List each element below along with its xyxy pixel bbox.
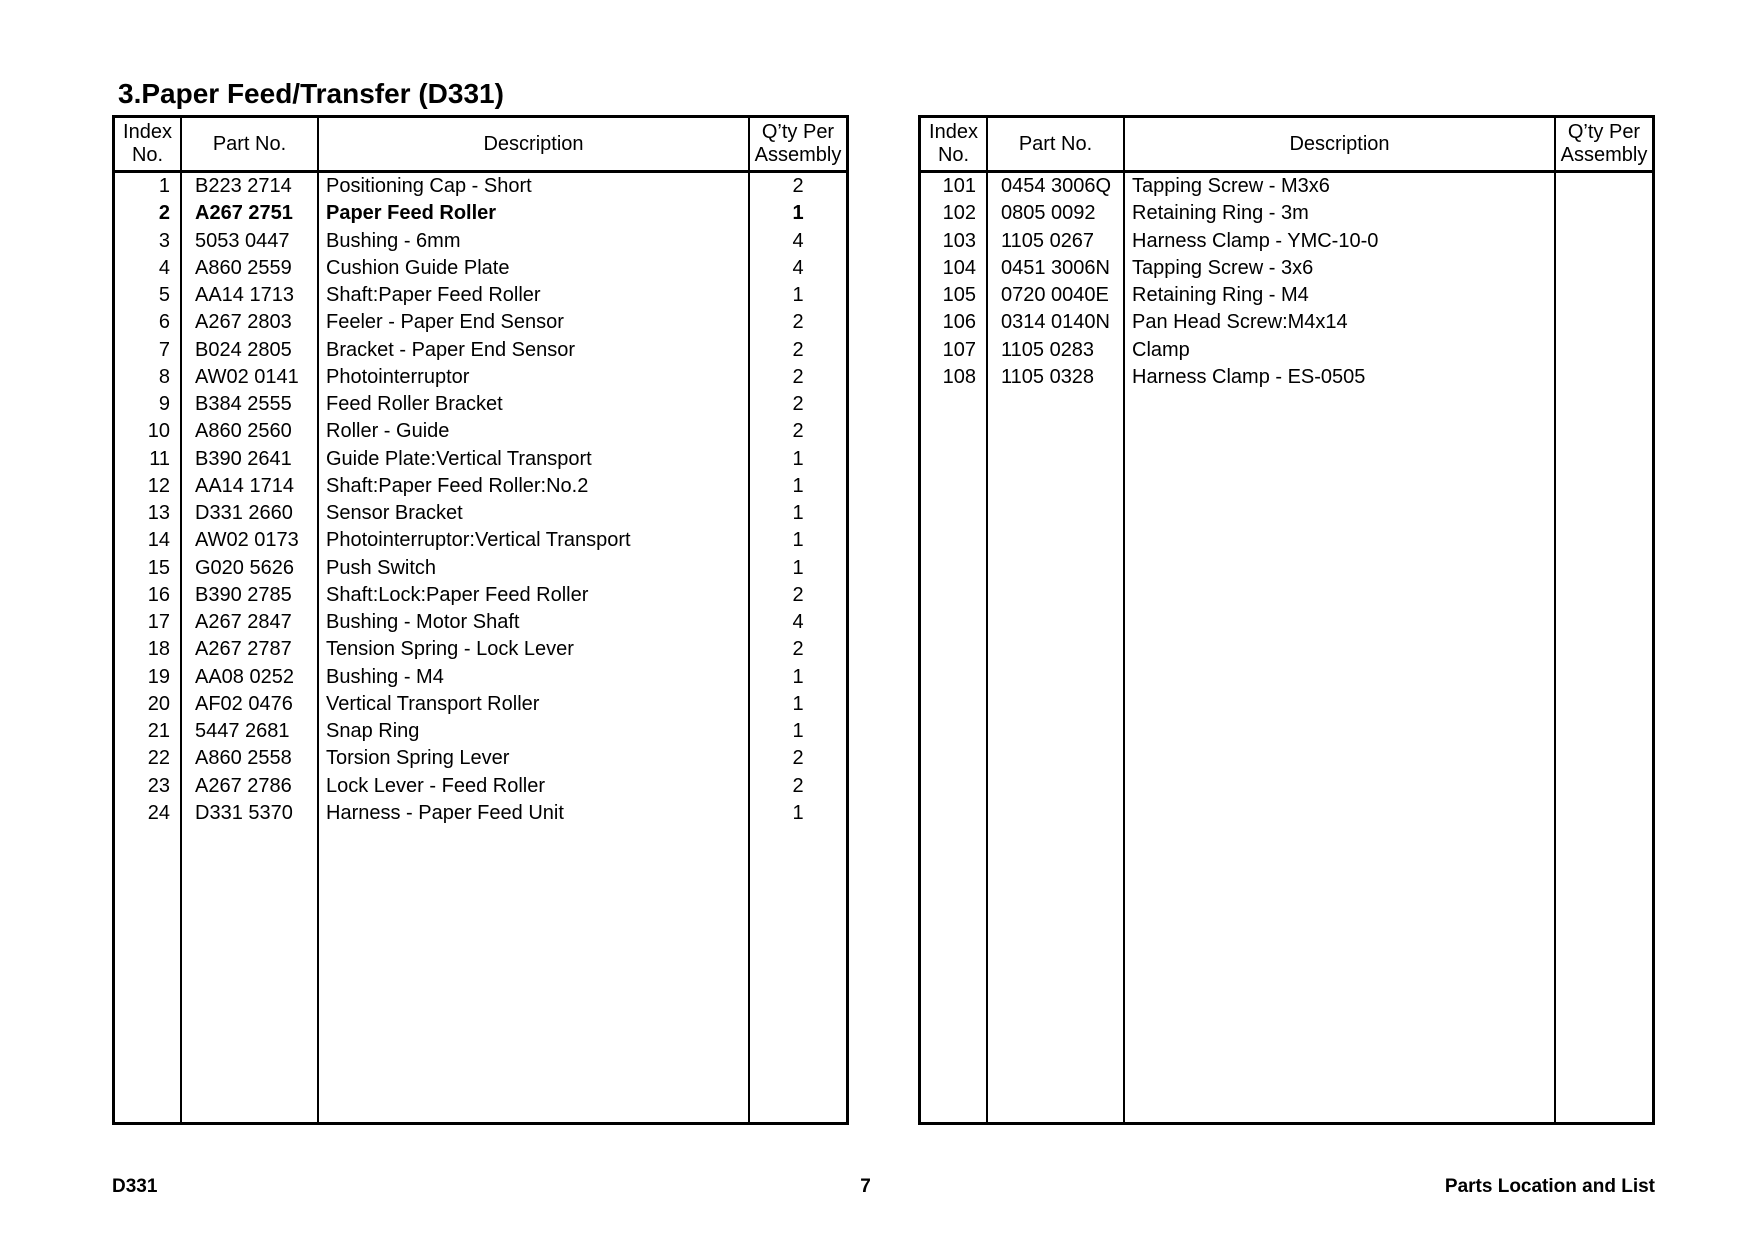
part-number-cell: 1105 0267	[1001, 229, 1095, 252]
qty-cell: 2	[792, 365, 804, 388]
header-qty: Q’ty Per Assembly	[754, 121, 842, 166]
description-cell: Lock Lever - Feed Roller	[326, 774, 545, 797]
part-number-cell: 5447 2681	[195, 720, 290, 742]
description-cell: Harness - Paper Feed Unit	[326, 801, 564, 824]
qty-cell	[1556, 364, 1652, 391]
description-cell: Vertical Transport Roller	[326, 692, 540, 715]
index-cell: 101	[942, 175, 976, 197]
description-cell: Pan Head Screw:M4x14	[1132, 311, 1348, 334]
index-cell: 14	[147, 529, 170, 552]
qty-cell: 1	[792, 720, 804, 742]
table-row	[115, 582, 846, 609]
index-cell: 2	[158, 202, 170, 225]
index-cell: 102	[942, 202, 976, 225]
description-cell: Shaft:Lock:Paper Feed Roller	[326, 583, 589, 606]
part-number-cell: 5053 0447	[195, 229, 290, 252]
qty-cell: 1	[792, 447, 804, 470]
table-row	[115, 255, 846, 282]
index-cell: 24	[147, 801, 170, 824]
index-cell: 11	[149, 447, 170, 470]
part-number-cell: 0805 0092	[1001, 202, 1096, 225]
qty-cell	[1556, 282, 1652, 309]
index-cell: 105	[942, 284, 976, 306]
description-cell: Feeler - Paper End Sensor	[326, 311, 564, 334]
table-row	[115, 773, 846, 800]
footer-page-number: 7	[860, 1176, 871, 1197]
table-row	[115, 800, 846, 827]
part-number-cell: 0720 0040E	[1001, 284, 1109, 306]
description-cell: Paper Feed Roller	[326, 202, 497, 225]
table-rows	[921, 173, 1652, 391]
description-cell: Guide Plate:Vertical Transport	[326, 447, 592, 470]
qty-cell: 2	[792, 338, 804, 361]
part-number-cell: A267 2787	[195, 638, 292, 661]
table-row	[115, 337, 846, 364]
table-row	[921, 228, 1652, 255]
index-cell: 7	[158, 338, 170, 361]
part-number-cell: B390 2641	[195, 447, 292, 470]
table-row	[921, 282, 1652, 309]
description-cell: Bracket - Paper End Sensor	[326, 338, 576, 361]
index-cell: 108	[942, 365, 976, 388]
index-cell: 22	[147, 747, 170, 770]
index-cell: 104	[942, 256, 976, 279]
part-number-cell: G020 5626	[195, 556, 294, 579]
table-row	[921, 173, 1652, 200]
description-cell: Tension Spring - Lock Lever	[326, 638, 574, 661]
index-cell: 9	[158, 393, 170, 415]
index-cell: 16	[147, 583, 170, 606]
description-cell: Push Switch	[326, 556, 437, 579]
qty-cell: 1	[792, 665, 804, 688]
table-row	[115, 718, 846, 745]
table-row	[115, 364, 846, 391]
header-part-no: Part No.	[212, 132, 287, 155]
index-cell: 12	[147, 474, 170, 497]
qty-cell: 4	[792, 611, 804, 633]
table-row	[115, 228, 846, 255]
index-cell: 19	[147, 665, 170, 688]
table-row	[921, 255, 1652, 282]
description-cell: Sensor Bracket	[326, 502, 463, 524]
table-row	[115, 173, 846, 200]
header-part-no: Part No.	[1018, 132, 1093, 155]
part-number-cell: A267 2847	[195, 611, 292, 633]
qty-cell	[1556, 200, 1652, 227]
description-cell: Shaft:Paper Feed Roller:No.2	[326, 474, 589, 497]
description-cell: Retaining Ring - 3m	[1132, 202, 1309, 225]
qty-cell: 1	[792, 202, 804, 225]
description-cell: Retaining Ring - M4	[1132, 284, 1309, 306]
description-cell: Roller - Guide	[326, 420, 450, 443]
part-number-cell: 1105 0283	[1001, 338, 1095, 361]
description-cell: Tapping Screw - M3x6	[1132, 175, 1330, 197]
index-cell: 1	[158, 175, 170, 197]
part-number-cell: D331 2660	[195, 502, 293, 524]
part-number-cell: B390 2785	[195, 583, 292, 606]
description-cell: Harness Clamp - YMC-10-0	[1132, 229, 1379, 252]
table-row	[115, 745, 846, 772]
part-number-cell: D331 5370	[195, 801, 293, 824]
qty-cell: 2	[792, 420, 804, 443]
table-row	[115, 527, 846, 554]
qty-cell: 1	[792, 801, 804, 824]
description-cell: Bushing - Motor Shaft	[326, 611, 520, 633]
part-number-cell: AA14 1714	[195, 474, 294, 497]
index-cell: 17	[147, 611, 170, 633]
qty-cell: 1	[792, 284, 804, 306]
table-row	[115, 309, 846, 336]
description-cell: Harness Clamp - ES-0505	[1132, 365, 1366, 388]
qty-cell: 1	[792, 692, 804, 715]
table-row	[115, 500, 846, 527]
qty-cell: 2	[792, 393, 804, 415]
qty-cell	[1556, 337, 1652, 364]
parts-table-left	[112, 115, 849, 1125]
part-number-cell: A860 2558	[195, 747, 292, 770]
part-number-cell: B223 2714	[195, 175, 292, 197]
qty-cell: 4	[792, 229, 804, 252]
index-cell: 106	[942, 311, 976, 334]
index-cell: 20	[147, 692, 170, 715]
header-description: Description	[483, 132, 584, 155]
index-cell: 107	[942, 338, 976, 361]
qty-cell: 1	[792, 529, 804, 552]
table-row	[921, 364, 1652, 391]
qty-cell: 2	[792, 638, 804, 661]
table-row	[115, 555, 846, 582]
table-rows	[115, 173, 846, 827]
part-number-cell: A267 2751	[195, 202, 293, 225]
qty-cell: 2	[792, 774, 804, 797]
part-number-cell: A860 2560	[195, 420, 292, 443]
table-row	[921, 309, 1652, 336]
header-index: Index No.	[123, 121, 172, 166]
description-cell: Photointerruptor:Vertical Transport	[326, 529, 631, 552]
table-row	[921, 337, 1652, 364]
qty-cell: 4	[792, 256, 804, 279]
qty-cell: 2	[792, 747, 804, 770]
table-row	[115, 609, 846, 636]
table-row	[115, 282, 846, 309]
description-cell: Bushing - 6mm	[326, 229, 461, 252]
header-qty: Q’ty Per Assembly	[1560, 121, 1648, 166]
part-number-cell: AW02 0173	[195, 529, 299, 552]
qty-cell: 2	[792, 311, 804, 334]
page-title: 3.Paper Feed/Transfer (D331)	[118, 78, 504, 109]
header-index: Index No.	[929, 121, 978, 166]
parts-table-right	[918, 115, 1655, 1125]
qty-cell: 1	[792, 556, 804, 579]
description-cell: Cushion Guide Plate	[326, 256, 510, 279]
qty-cell: 2	[792, 583, 804, 606]
qty-cell	[1556, 228, 1652, 255]
part-number-cell: A267 2803	[195, 311, 292, 334]
part-number-cell: B384 2555	[195, 393, 292, 415]
index-cell: 8	[158, 365, 170, 388]
description-cell: Feed Roller Bracket	[326, 393, 503, 415]
header-description: Description	[1289, 132, 1390, 155]
qty-cell: 2	[792, 175, 804, 197]
table-row	[115, 691, 846, 718]
qty-cell	[1556, 309, 1652, 336]
index-cell: 13	[147, 502, 170, 524]
index-cell: 10	[147, 420, 170, 443]
index-cell: 103	[942, 229, 976, 252]
footer-model: D331	[112, 1176, 158, 1197]
qty-cell: 1	[792, 502, 804, 524]
description-cell: Clamp	[1132, 338, 1190, 361]
table-row	[115, 473, 846, 500]
table-row	[921, 200, 1652, 227]
table-row	[115, 664, 846, 691]
qty-cell	[1556, 173, 1652, 200]
part-number-cell: AW02 0141	[195, 365, 299, 388]
index-cell: 18	[147, 638, 170, 661]
table-row	[115, 200, 846, 227]
qty-cell: 1	[792, 474, 804, 497]
description-cell: Torsion Spring Lever	[326, 747, 510, 770]
part-number-cell: 1105 0328	[1001, 365, 1095, 388]
description-cell: Positioning Cap - Short	[326, 175, 532, 197]
index-cell: 23	[147, 774, 170, 797]
part-number-cell: AF02 0476	[195, 692, 293, 715]
index-cell: 15	[147, 556, 170, 579]
table-row	[115, 391, 846, 418]
footer-section-title: Parts Location and List	[1444, 1176, 1655, 1197]
index-cell: 21	[147, 720, 170, 742]
description-cell: Photointerruptor	[326, 365, 470, 388]
part-number-cell: 0451 3006N	[1001, 256, 1110, 279]
part-number-cell: 0314 0140N	[1001, 311, 1110, 334]
index-cell: 4	[158, 256, 170, 279]
table-row	[115, 636, 846, 663]
index-cell: 6	[158, 311, 170, 334]
part-number-cell: AA14 1713	[195, 284, 294, 306]
part-number-cell: A860 2559	[195, 256, 292, 279]
description-cell: Tapping Screw - 3x6	[1132, 256, 1314, 279]
part-number-cell: AA08 0252	[195, 665, 294, 688]
description-cell: Bushing - M4	[326, 665, 444, 688]
part-number-cell: 0454 3006Q	[1001, 175, 1112, 197]
description-cell: Shaft:Paper Feed Roller	[326, 284, 541, 306]
part-number-cell: A267 2786	[195, 774, 292, 797]
table-row	[115, 418, 846, 445]
part-number-cell: B024 2805	[195, 338, 292, 361]
description-cell: Snap Ring	[326, 720, 420, 742]
index-cell: 3	[158, 229, 170, 252]
index-cell: 5	[158, 284, 170, 306]
table-row	[115, 446, 846, 473]
qty-cell	[1556, 255, 1652, 282]
